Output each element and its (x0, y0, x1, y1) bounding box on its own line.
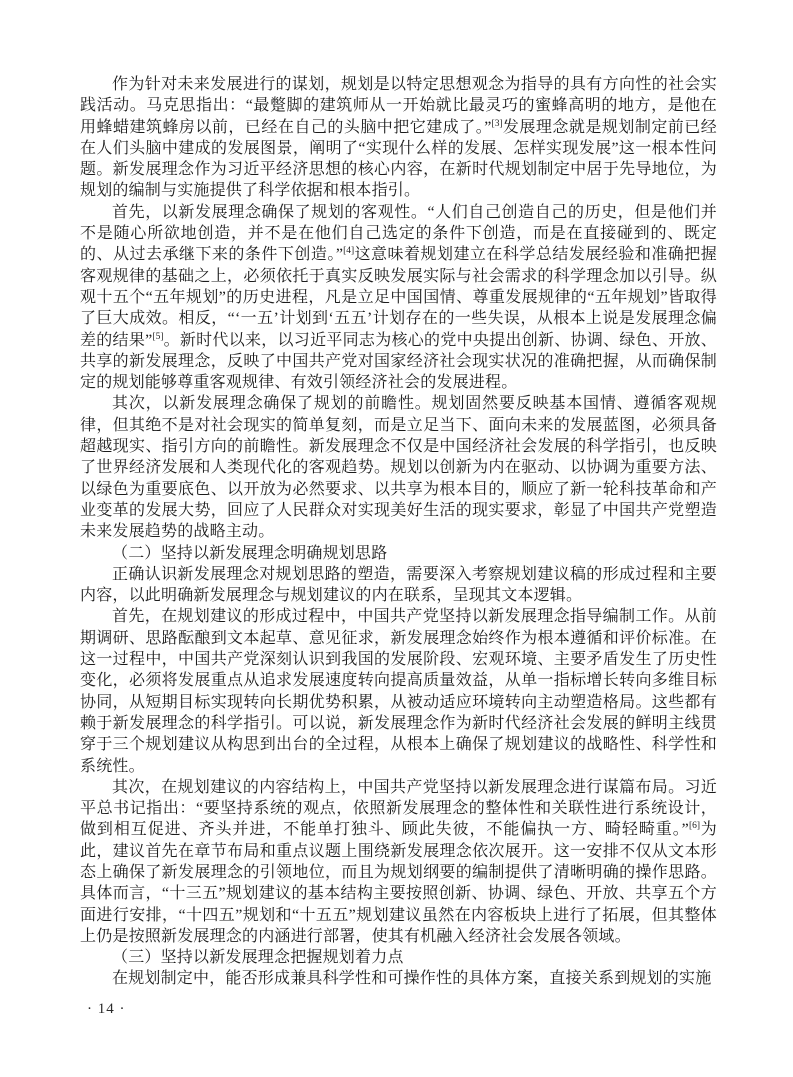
footnote-marker: [3] (491, 118, 503, 129)
footnote-marker: [5] (152, 331, 164, 342)
section-heading: （三）坚持以新发展理念把握规划着力点 (112, 949, 404, 967)
page-number: · 14 · (87, 1001, 126, 1017)
paragraph: 其次，在规划建议的内容结构上，中国共产党坚持以新发展理念进行谋篇布局。习近平总书记指出：“要坚持系统的观点，依照新发展理念的整体性和关联性进行系统设计，做到相互促进、齐头并进，不能单打独斗、顾此失彼，不能偏执一方、畸轻畸重。”[6]为此，建议首先在章节布局和重点议题上围绕新发展理念依次展开。这一安排不仅从文本形态上确保了新发展理念的引领地位，而且为规划纲要的编制提供了清晰明确的操作思路。具体而言，“十三五”规划建议的基本结构主要按照创新、协调、绿色、开放、共享五个方面进行安排，“十四五”规划和“十五五”规划建议虽然在内容板块上进行了拓展，但其整体上仍是按照新发展理念的内涵进行部署，使其有机融入经济社会发展各领域。 (80, 778, 717, 945)
paragraph: 正确认识新发展理念对规划思路的塑造，需要深入考察规划建议稿的形成过程和主要内容，以此明确新发展理念与规划建议的内在联系，呈现其文本逻辑。 (80, 565, 717, 605)
paragraph: 首先，以新发展理念确保了规划的客观性。“人们自己创造自己的历史，但是他们并不是随心所欲地创造，并不是在他们自己选定的条件下创造，而是在直接碰到的、既定的、从过去承继下来的条件下创造。”[4]这意味着规划建立在科学总结发展经验和准确把握客观规律的基础之上，必须依托于真实反映发展实际与社会需求的科学理念加以引导。纵观十五个“五年规划”的历史进程，凡是立足中国国情、尊重发展规律的“五年规划”皆取得了巨大成效。相反，“‘一五’计划到‘五五’计划存在的一些失误，从根本上说是发展理念偏差的结果”[5]。新时代以来，以习近平同志为核心的党中央提出创新、协调、绿色、开放、共享的新发展理念，反映了中国共产党对国家经济社会现实状况的准确把握，从而确保制定的规划能够尊重客观规律、有效引领经济社会的发展进程。 (80, 203, 717, 392)
footnote-marker: [6] (688, 821, 701, 832)
paragraph: 作为针对未来发展进行的谋划，规划是以特定思想观念为指导的具有方向性的社会实践活动。马克思指出：“最蹩脚的建筑师从一开始就比最灵巧的蜜蜂高明的地方，是他在用蜂蜡建筑蜂房以前，已经在自己的头脑中把它建成了。”[3]发展理念就是规划制定前已经在人们头脑中建成的发展图景，阐明了“实现什么样的发展、怎样实现发展”这一根本性问题。新发展理念作为习近平经济思想的核心内容，在新时代规划制定中居于先导地位，为规划的编制与实施提供了科学依据和根本指引。 (80, 76, 717, 200)
section-heading: （二）坚持以新发展理念明确规划思路 (112, 544, 388, 562)
paragraph: 首先，在规划建议的形成过程中，中国共产党坚持以新发展理念指导编制工作。从前期调研、思路酝酿到文本起草、意见征求，新发展理念始终作为根本遵循和评价标准。在这一过程中，中国共产党深刻认识到我国的发展阶段、宏观环境、主要矛盾发生了历史性变化，必须将发展重点从追求发展速度转向提高质量效益，从单一指标增长转向多维目标协同，从短期目标实现转向长期优势积累，从被动适应环境转向主动塑造格局。这些都有赖于新发展理念的科学指引。可以说，新发展理念作为新时代经济社会发展的鲜明主线贯穿于三个规划建议从构思到出台的全过程，从根本上确保了规划建议的战略性、科学性和系统性。 (80, 608, 717, 775)
text-body (80, 74, 717, 990)
footnote-marker: [4] (343, 246, 355, 257)
paragraph: 其次，以新发展理念确保了规划的前瞻性。规划固然要反映基本国情、遵循客观规律，但其绝不是对社会现实的简单复刻，而是立足当下、面向未来的发展蓝图，必须具备超越现实、指引方向的前瞻性。新发展理念不仅是中国经济社会发展的科学指引，也反映了世界经济发展和人类现代化的客观趋势。规划以创新为内在驱动、以协调为重要方法、以绿色为重要底色、以开放为必然要求、以共享为根本目的，顺应了新一轮科技革命和产业变革的发展大势，回应了人民群众对实现美好生活的现实要求，彰显了中国共产党塑造未来发展趋势的战略主动。 (80, 395, 717, 541)
paragraph: 在规划制定中，能否形成兼具科学性和可操作性的具体方案，直接关系到规划的实施 (112, 970, 712, 988)
